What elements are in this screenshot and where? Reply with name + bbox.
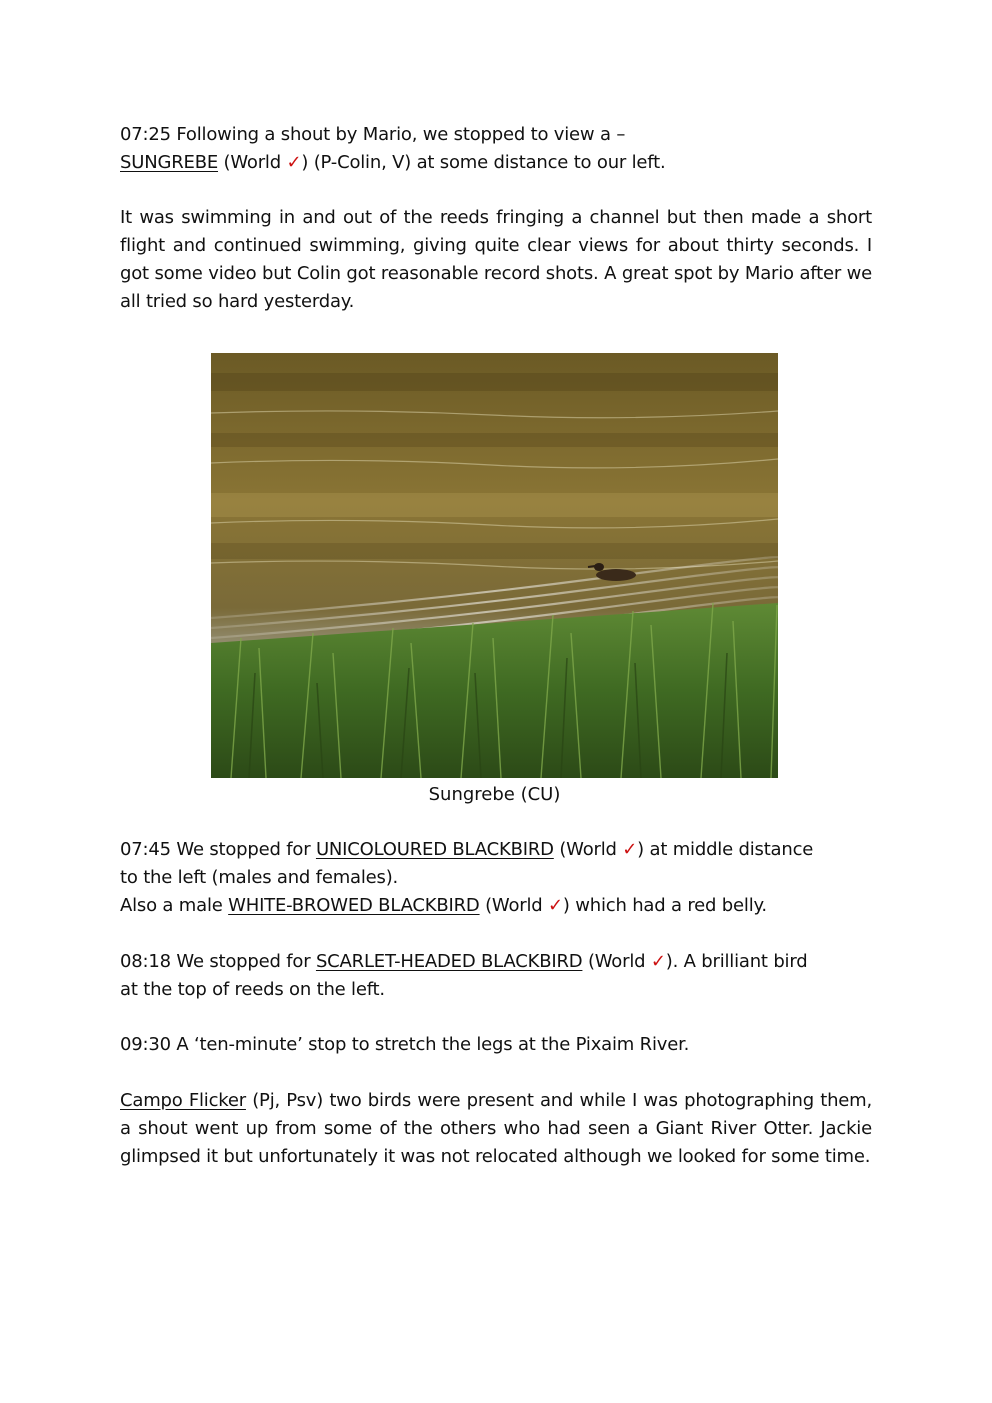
unicoloured-blackbird-line: 07:45 We stopped for UNICOLOURED BLACKBIRD (World ✓) at middle distance	[120, 839, 814, 860]
blackbird-location-line: to the left (males and females).	[120, 867, 399, 888]
species-sungrebe: SUNGREBE	[120, 152, 219, 173]
scarlet-headed-location-line: at the top of reeds on the left.	[120, 979, 385, 1000]
scarlet-headed-line: 08:18 We stopped for SCARLET-HEADED BLACKBIRD (World ✓). A brilliant bird	[120, 951, 808, 972]
sungrebe-species-line: SUNGREBE (World ✓) (P-Colin, V) at some distance to our left.	[120, 152, 666, 173]
white-browed-blackbird-line: Also a male WHITE-BROWED BLACKBIRD (World ✓) which had a red belly.	[120, 895, 767, 916]
tick-icon: ✓	[286, 152, 302, 173]
paragraph-sungrebe-sighting	[120, 121, 872, 177]
species-unicoloured-blackbird: UNICOLOURED BLACKBIRD	[315, 839, 554, 860]
sungrebe-photo	[211, 353, 778, 778]
paragraph-scarlet-headed-blackbird	[120, 948, 872, 1004]
sungrebe-time-line: 07:25 Following a shout by Mario, we stopped to view a –	[120, 124, 626, 145]
paragraph-campo-flicker: Campo Flicker (Pj, Psv) two birds were present and while I was photographing them, a shout went up from some of the others who had seen a Giant River Otter. Jackie glimpsed it but unfortunately it was not relocated although we looked for some time.	[120, 1090, 873, 1167]
species-campo-flicker: Campo Flicker	[120, 1090, 246, 1111]
species-white-browed-blackbird: WHITE-BROWED BLACKBIRD	[228, 895, 480, 916]
tick-icon: ✓	[622, 839, 638, 860]
paragraph-pixaim-stop: 09:30 A ‘ten-minute’ stop to stretch the legs at the Pixaim River.	[120, 1034, 690, 1055]
photo-caption: Sungrebe (CU)	[428, 784, 561, 805]
species-scarlet-headed-blackbird: SCARLET-HEADED BLACKBIRD	[315, 951, 583, 972]
tick-icon: ✓	[650, 951, 666, 972]
paragraph-blackbirds	[120, 836, 872, 920]
paragraph-sungrebe-description: It was swimming in and out of the reeds fringing a channel but then made a short flight and continued swimming, giving quite clear views for about thirty seconds. I got some video but Colin got reasonable record shots. A great spot by Mario after we all tried so hard yesterday.	[120, 207, 872, 312]
tick-icon: ✓	[548, 895, 563, 916]
